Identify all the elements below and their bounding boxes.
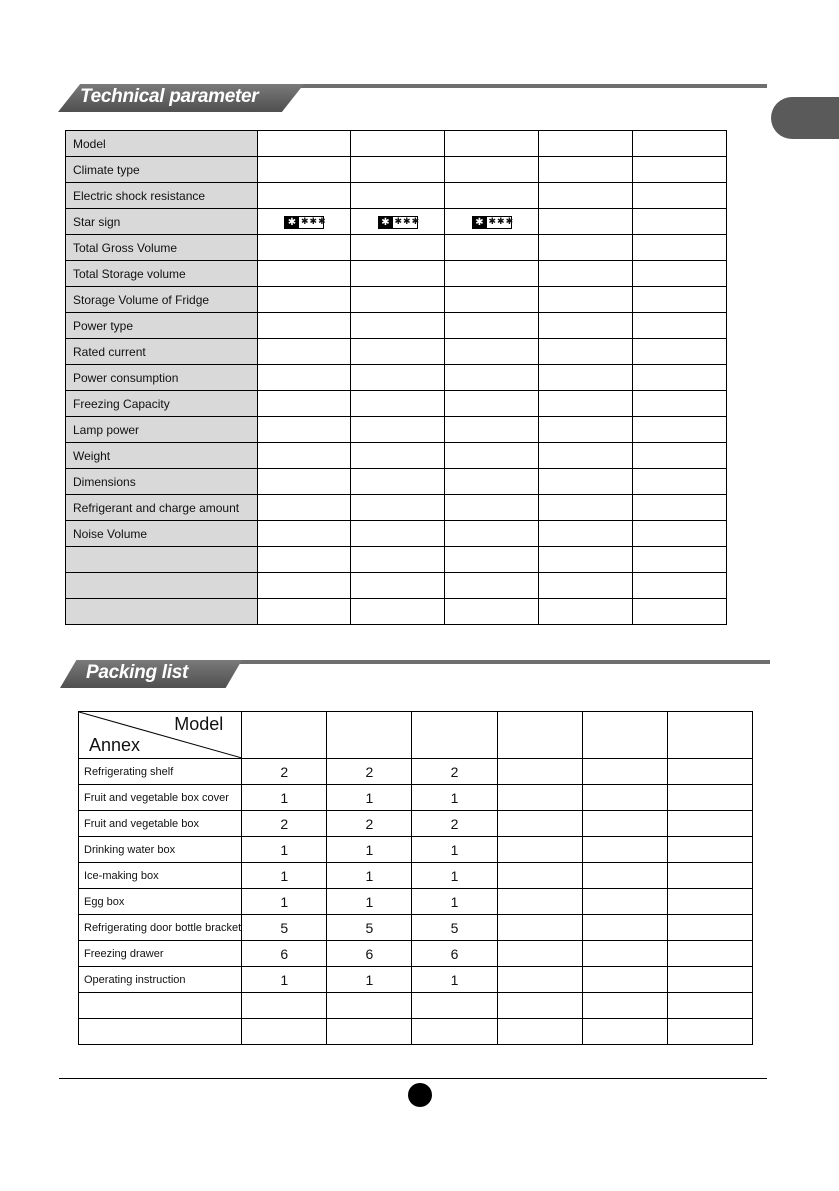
quantity-cell: 2 bbox=[412, 759, 497, 785]
parameter-value bbox=[633, 131, 727, 157]
parameter-value bbox=[539, 235, 633, 261]
parameter-value bbox=[539, 417, 633, 443]
parameter-value bbox=[633, 469, 727, 495]
quantity-cell: 1 bbox=[242, 837, 327, 863]
table-row bbox=[66, 443, 727, 469]
parameter-value bbox=[258, 339, 351, 365]
table-row bbox=[79, 889, 753, 915]
quantity-cell: 6 bbox=[327, 941, 412, 967]
quantity-cell bbox=[497, 993, 582, 1019]
parameter-value bbox=[633, 547, 727, 573]
parameter-value bbox=[258, 469, 351, 495]
quantity-cell: 2 bbox=[242, 811, 327, 837]
annex-item-label: Freezing drawer bbox=[79, 941, 242, 967]
parameter-value bbox=[258, 183, 351, 209]
parameter-value bbox=[633, 209, 727, 235]
parameter-value bbox=[539, 599, 633, 625]
parameter-value bbox=[445, 157, 539, 183]
parameter-value bbox=[445, 495, 539, 521]
parameter-value bbox=[539, 287, 633, 313]
parameter-value bbox=[351, 313, 445, 339]
page-number-dot bbox=[408, 1083, 432, 1107]
annex-item-label: Drinking water box bbox=[79, 837, 242, 863]
quantity-cell bbox=[582, 759, 667, 785]
parameter-value bbox=[633, 261, 727, 287]
parameter-value bbox=[445, 417, 539, 443]
quantity-cell bbox=[497, 967, 582, 993]
parameter-label: Noise Volume bbox=[66, 521, 258, 547]
packing-list-table bbox=[78, 711, 753, 1045]
table-row bbox=[66, 183, 727, 209]
parameter-value bbox=[258, 261, 351, 287]
table-row bbox=[66, 313, 727, 339]
parameter-value bbox=[633, 183, 727, 209]
table-row bbox=[79, 967, 753, 993]
parameter-label: Power type bbox=[66, 313, 258, 339]
parameter-value bbox=[539, 547, 633, 573]
parameter-value bbox=[539, 261, 633, 287]
quantity-cell bbox=[582, 915, 667, 941]
quantity-cell: 1 bbox=[412, 837, 497, 863]
parameter-value bbox=[539, 365, 633, 391]
quantity-cell bbox=[582, 811, 667, 837]
quantity-cell bbox=[667, 785, 752, 811]
parameter-label: Freezing Capacity bbox=[66, 391, 258, 417]
parameter-label bbox=[66, 599, 258, 625]
parameter-value bbox=[258, 521, 351, 547]
packing-list-header bbox=[60, 660, 770, 688]
header-rule bbox=[288, 84, 767, 88]
parameter-value bbox=[445, 521, 539, 547]
quantity-cell bbox=[242, 1019, 327, 1045]
table-row bbox=[79, 785, 753, 811]
model-column-header bbox=[242, 712, 327, 759]
quantity-cell: 6 bbox=[242, 941, 327, 967]
parameter-value bbox=[351, 443, 445, 469]
parameter-value bbox=[258, 495, 351, 521]
parameter-value bbox=[633, 495, 727, 521]
table-row bbox=[66, 469, 727, 495]
table-row bbox=[79, 863, 753, 889]
parameter-value bbox=[633, 521, 727, 547]
parameter-value bbox=[539, 521, 633, 547]
parameter-value bbox=[351, 287, 445, 313]
parameter-value bbox=[351, 339, 445, 365]
quantity-cell bbox=[667, 837, 752, 863]
parameter-value bbox=[539, 157, 633, 183]
quantity-cell: 1 bbox=[412, 967, 497, 993]
quantity-cell bbox=[667, 759, 752, 785]
parameter-label: Lamp power bbox=[66, 417, 258, 443]
quantity-cell bbox=[497, 863, 582, 889]
parameter-value bbox=[351, 391, 445, 417]
quantity-cell bbox=[327, 993, 412, 1019]
parameter-label bbox=[66, 547, 258, 573]
quantity-cell bbox=[497, 759, 582, 785]
footer-rule bbox=[59, 1078, 767, 1079]
parameter-value bbox=[633, 443, 727, 469]
parameter-value bbox=[258, 417, 351, 443]
parameter-value bbox=[258, 209, 351, 235]
parameter-value bbox=[445, 599, 539, 625]
parameter-value bbox=[258, 235, 351, 261]
parameter-value bbox=[258, 443, 351, 469]
parameter-value bbox=[539, 183, 633, 209]
table-row bbox=[66, 365, 727, 391]
quantity-cell: 1 bbox=[242, 785, 327, 811]
parameter-value bbox=[445, 391, 539, 417]
quantity-cell bbox=[497, 837, 582, 863]
parameter-label: Electric shock resistance bbox=[66, 183, 258, 209]
parameter-value bbox=[351, 235, 445, 261]
parameter-value bbox=[539, 495, 633, 521]
parameter-value bbox=[258, 547, 351, 573]
side-tab-marker bbox=[771, 97, 839, 139]
quantity-cell bbox=[497, 811, 582, 837]
quantity-cell bbox=[582, 785, 667, 811]
annex-header-label: Annex bbox=[89, 735, 141, 755]
quantity-cell: 2 bbox=[242, 759, 327, 785]
parameter-value bbox=[633, 573, 727, 599]
quantity-cell: 1 bbox=[242, 863, 327, 889]
parameter-value bbox=[445, 209, 539, 235]
header-rule bbox=[230, 660, 770, 664]
parameter-label bbox=[66, 573, 258, 599]
quantity-cell bbox=[497, 941, 582, 967]
quantity-cell bbox=[582, 993, 667, 1019]
parameter-value bbox=[539, 443, 633, 469]
parameter-label: Model bbox=[66, 131, 258, 157]
parameter-value bbox=[539, 339, 633, 365]
table-row bbox=[66, 495, 727, 521]
quantity-cell: 1 bbox=[412, 785, 497, 811]
quantity-cell bbox=[582, 1019, 667, 1045]
table-row bbox=[66, 417, 727, 443]
table-row bbox=[66, 287, 727, 313]
packing-list-title: Packing list bbox=[86, 662, 188, 683]
quantity-cell: 1 bbox=[327, 967, 412, 993]
parameter-value bbox=[445, 547, 539, 573]
annex-item-label: Ice-making box bbox=[79, 863, 242, 889]
table-row bbox=[79, 837, 753, 863]
table-row bbox=[79, 811, 753, 837]
freezer-star-icon: ✱ ✱✱✱ bbox=[378, 216, 418, 229]
parameter-value bbox=[445, 469, 539, 495]
quantity-cell bbox=[667, 811, 752, 837]
parameter-value bbox=[539, 209, 633, 235]
quantity-cell: 5 bbox=[327, 915, 412, 941]
parameter-value bbox=[258, 131, 351, 157]
parameter-value bbox=[445, 365, 539, 391]
freezer-star-icon: ✱ ✱✱✱ bbox=[284, 216, 324, 229]
parameter-value bbox=[258, 391, 351, 417]
quantity-cell bbox=[242, 993, 327, 1019]
table-row bbox=[66, 521, 727, 547]
parameter-label: Weight bbox=[66, 443, 258, 469]
quantity-cell bbox=[582, 863, 667, 889]
quantity-cell: 2 bbox=[412, 811, 497, 837]
quantity-cell: 2 bbox=[327, 759, 412, 785]
parameter-value bbox=[633, 287, 727, 313]
parameter-value bbox=[539, 313, 633, 339]
quantity-cell: 5 bbox=[242, 915, 327, 941]
freezer-star-icon: ✱ ✱✱✱ bbox=[472, 216, 512, 229]
parameter-value bbox=[633, 365, 727, 391]
parameter-value bbox=[351, 209, 445, 235]
quantity-cell bbox=[667, 889, 752, 915]
parameter-value bbox=[351, 183, 445, 209]
table-row bbox=[66, 391, 727, 417]
table-row bbox=[66, 209, 727, 235]
table-row bbox=[66, 547, 727, 573]
parameter-value bbox=[633, 157, 727, 183]
quantity-cell: 1 bbox=[242, 889, 327, 915]
parameter-value bbox=[351, 547, 445, 573]
parameter-value bbox=[258, 313, 351, 339]
parameter-value bbox=[258, 365, 351, 391]
parameter-value bbox=[351, 573, 445, 599]
annex-item-label: Fruit and vegetable box bbox=[79, 811, 242, 837]
model-column-header bbox=[497, 712, 582, 759]
parameter-label: Rated current bbox=[66, 339, 258, 365]
table-row bbox=[66, 131, 727, 157]
parameter-value bbox=[445, 235, 539, 261]
quantity-cell bbox=[667, 941, 752, 967]
parameter-value bbox=[351, 131, 445, 157]
quantity-cell bbox=[412, 993, 497, 1019]
table-row bbox=[79, 941, 753, 967]
parameter-label: Storage Volume of Fridge bbox=[66, 287, 258, 313]
model-annex-header-cell bbox=[79, 712, 242, 759]
table-row bbox=[66, 157, 727, 183]
parameter-label: Refrigerant and charge amount bbox=[66, 495, 258, 521]
quantity-cell bbox=[582, 889, 667, 915]
parameter-value bbox=[351, 365, 445, 391]
quantity-cell bbox=[412, 1019, 497, 1045]
parameter-value bbox=[445, 131, 539, 157]
parameter-value bbox=[351, 417, 445, 443]
table-row bbox=[66, 573, 727, 599]
quantity-cell bbox=[497, 889, 582, 915]
table-row bbox=[79, 1019, 753, 1045]
quantity-cell: 2 bbox=[327, 811, 412, 837]
model-column-header bbox=[327, 712, 412, 759]
parameter-value bbox=[351, 495, 445, 521]
quantity-cell: 1 bbox=[242, 967, 327, 993]
technical-parameter-header bbox=[58, 84, 767, 112]
model-column-header bbox=[667, 712, 752, 759]
parameter-value bbox=[633, 417, 727, 443]
parameter-label: Dimensions bbox=[66, 469, 258, 495]
quantity-cell bbox=[667, 967, 752, 993]
annex-item-label bbox=[79, 1019, 242, 1045]
parameter-value bbox=[445, 261, 539, 287]
parameter-value bbox=[539, 131, 633, 157]
table-row bbox=[79, 759, 753, 785]
quantity-cell: 6 bbox=[412, 941, 497, 967]
table-row bbox=[66, 599, 727, 625]
table-row bbox=[66, 339, 727, 365]
quantity-cell bbox=[582, 967, 667, 993]
parameter-value bbox=[351, 469, 445, 495]
quantity-cell: 1 bbox=[412, 863, 497, 889]
parameter-value bbox=[445, 339, 539, 365]
quantity-cell bbox=[582, 941, 667, 967]
parameter-value bbox=[351, 599, 445, 625]
model-header-label: Model bbox=[174, 714, 224, 734]
table-row bbox=[79, 915, 753, 941]
parameter-value bbox=[539, 469, 633, 495]
annex-item-label: Egg box bbox=[79, 889, 242, 915]
quantity-cell bbox=[667, 863, 752, 889]
parameter-value bbox=[445, 313, 539, 339]
parameter-value bbox=[351, 521, 445, 547]
annex-item-label: Refrigerating shelf bbox=[79, 759, 242, 785]
parameter-value bbox=[445, 573, 539, 599]
quantity-cell: 1 bbox=[327, 863, 412, 889]
table-row bbox=[79, 993, 753, 1019]
quantity-cell bbox=[667, 993, 752, 1019]
model-column-header bbox=[582, 712, 667, 759]
packing-header-row bbox=[79, 712, 753, 759]
parameter-value bbox=[445, 287, 539, 313]
table-row bbox=[66, 261, 727, 287]
parameter-label: Total Gross Volume bbox=[66, 235, 258, 261]
quantity-cell bbox=[667, 1019, 752, 1045]
quantity-cell: 1 bbox=[327, 785, 412, 811]
parameter-value bbox=[445, 443, 539, 469]
parameter-label: Climate type bbox=[66, 157, 258, 183]
parameter-value bbox=[633, 339, 727, 365]
parameter-value bbox=[445, 183, 539, 209]
annex-item-label bbox=[79, 993, 242, 1019]
quantity-cell: 1 bbox=[327, 889, 412, 915]
annex-item-label: Operating instruction bbox=[79, 967, 242, 993]
technical-parameter-title: Technical parameter bbox=[80, 86, 259, 107]
quantity-cell: 5 bbox=[412, 915, 497, 941]
annex-item-label: Refrigerating door bottle bracket bbox=[79, 915, 242, 941]
quantity-cell bbox=[497, 1019, 582, 1045]
quantity-cell bbox=[497, 785, 582, 811]
parameter-value bbox=[258, 599, 351, 625]
parameter-label: Power consumption bbox=[66, 365, 258, 391]
parameter-value bbox=[258, 287, 351, 313]
parameter-value bbox=[539, 573, 633, 599]
parameter-label: Star sign bbox=[66, 209, 258, 235]
parameter-value bbox=[351, 157, 445, 183]
parameter-value bbox=[258, 157, 351, 183]
table-row bbox=[66, 235, 727, 261]
quantity-cell: 1 bbox=[412, 889, 497, 915]
model-column-header bbox=[412, 712, 497, 759]
parameter-value bbox=[633, 391, 727, 417]
parameter-value bbox=[258, 573, 351, 599]
parameter-value bbox=[539, 391, 633, 417]
parameter-label: Total Storage volume bbox=[66, 261, 258, 287]
annex-item-label: Fruit and vegetable box cover bbox=[79, 785, 242, 811]
parameter-value bbox=[633, 599, 727, 625]
quantity-cell bbox=[667, 915, 752, 941]
quantity-cell bbox=[497, 915, 582, 941]
parameter-value bbox=[633, 235, 727, 261]
quantity-cell: 1 bbox=[327, 837, 412, 863]
parameter-value bbox=[633, 313, 727, 339]
quantity-cell bbox=[327, 1019, 412, 1045]
parameter-value bbox=[351, 261, 445, 287]
technical-parameter-table bbox=[65, 130, 727, 625]
quantity-cell bbox=[582, 837, 667, 863]
